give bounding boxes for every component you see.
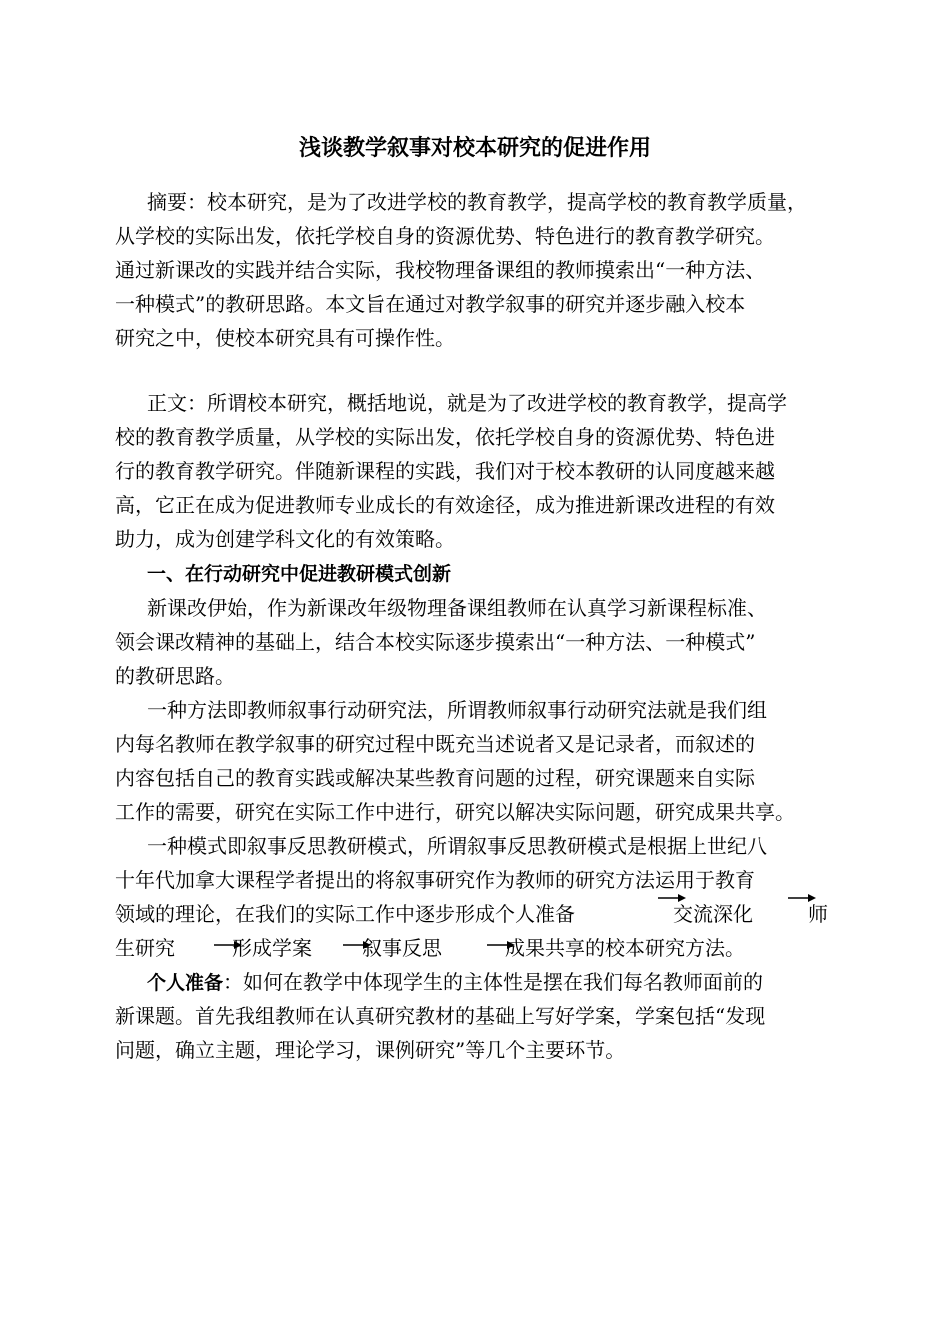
document-title: 浅谈教学叙事对校本研究的促进作用 (298, 136, 651, 161)
body-line: 行的教育教学研究。伴随新课程的实践，我们对于校本教研的认同度越来越 (115, 459, 775, 483)
subheading-label: 个人准备 (147, 972, 224, 994)
flow-step: 生研究 (115, 936, 175, 960)
paragraph-line: 领域的理论，在我们的实际工作中逐步形成个人准备 (115, 902, 575, 926)
flow-step: 交流深化 (673, 902, 753, 926)
paragraph-line: 内容包括自己的教育实践或解决某些教育问题的过程，研究课题来自实际 (115, 766, 755, 790)
body-line: 高，它正在成为促进教师专业成长的有效途径，成为推进新课改进程的有效 (115, 493, 775, 517)
abstract-line: 研究之中，使校本研究具有可操作性。 (115, 326, 455, 350)
paragraph-line: 内每名教师在教学叙事的研究过程中既充当述说者又是记录者，而叙述的 (115, 732, 755, 756)
paragraph-line: 新课题。首先我组教师在认真研究教材的基础上写好学案，学案包括“发现 (115, 1004, 766, 1028)
flow-step: 形成学案 (232, 936, 312, 960)
flow-step: 成果共享的校本研究方法。 (505, 936, 745, 960)
flow-step: 师 (808, 902, 828, 926)
abstract-line: 一种模式”的教研思路。本文旨在通过对教学叙事的研究并逐步融入校本 (115, 292, 746, 316)
paragraph-line: 新课改伊始，作为新课改年级物理备课组教师在认真学习新课程标准、 (147, 596, 767, 620)
paragraph-line: 一种模式即叙事反思教研模式，所谓叙事反思教研模式是根据上世纪八 (147, 834, 767, 858)
body-line: 校的教育教学质量，从学校的实际出发，依托学校自身的资源优势、特色进 (115, 425, 775, 449)
paragraph-line: 工作的需要，研究在实际工作中进行，研究以解决实际问题，研究成果共享。 (115, 800, 795, 824)
flow-step: 叙事反思 (362, 936, 442, 960)
paragraph-text: ：如何在教学中体现学生的主体性是摆在我们每名教师面前的 (223, 970, 764, 994)
paragraph-line (147, 969, 763, 996)
paragraph-line: 一种方法即教师叙事行动研究法，所谓教师叙事行动研究法就是我们组 (147, 698, 767, 722)
abstract-line: 从学校的实际出发，依托学校自身的资源优势、特色进行的教育教学研究。 (115, 224, 775, 248)
paragraph-line: 的教研思路。 (115, 664, 235, 688)
paragraph-line: 领会课改精神的基础上，结合本校实际逐步摸索出“一种方法、一种模式” (115, 630, 756, 654)
abstract-line: 摘要：校本研究，是为了改进学校的教育教学，提高学校的教育教学质量， (147, 190, 807, 214)
body-line: 助力，成为创建学科文化的有效策略。 (115, 527, 455, 551)
paragraph-line: 问题，确立主题，理论学习，课例研究”等几个主要环节。 (115, 1038, 626, 1062)
section-heading: 一、在行动研究中促进教研模式创新 (147, 563, 452, 585)
paragraph-line: 十年代加拿大课程学者提出的将叙事研究作为教师的研究方法运用于教育 (115, 868, 755, 892)
abstract-line: 通过新课改的实践并结合实际，我校物理备课组的教师摸索出“一种方法、 (115, 258, 766, 282)
body-line: 正文：所谓校本研究，概括地说，就是为了改进学校的教育教学，提高学 (147, 391, 787, 415)
